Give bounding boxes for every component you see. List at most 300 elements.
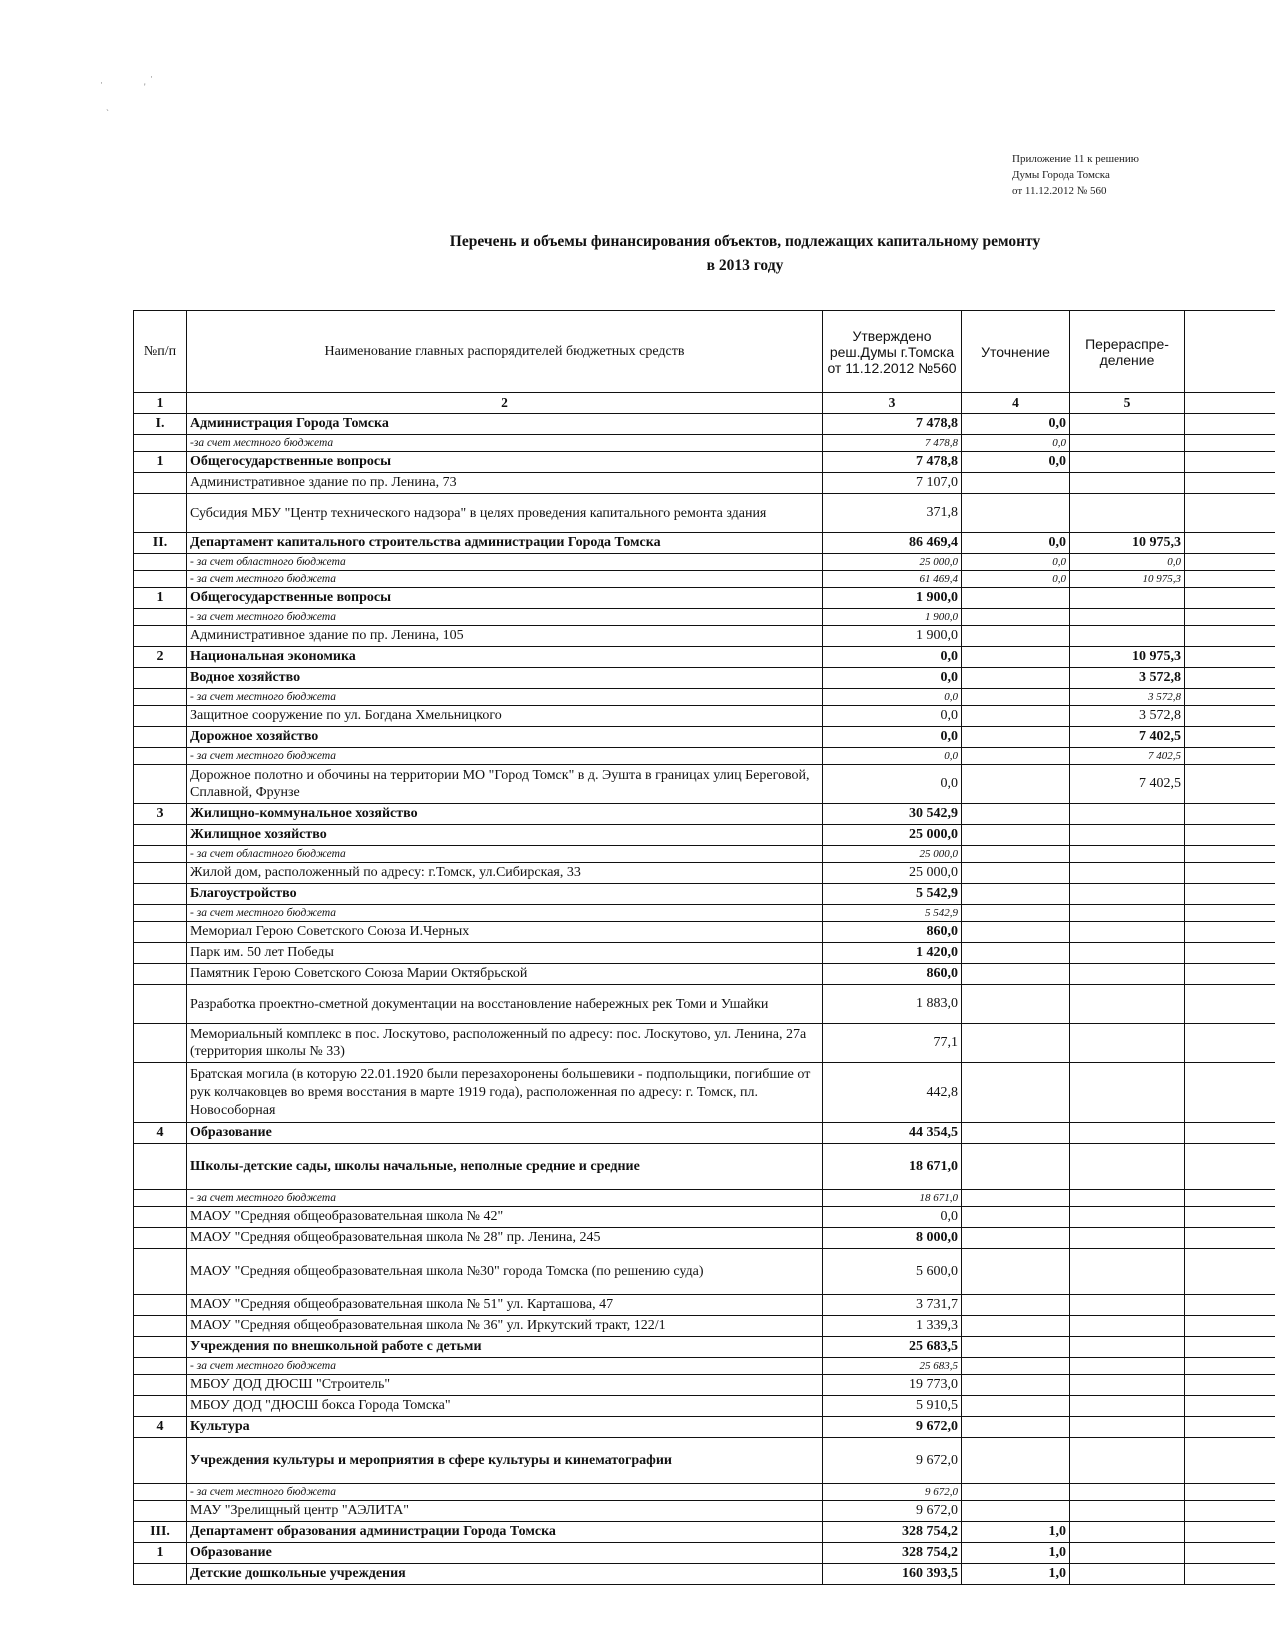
row-redistribution: 3 572,8 xyxy=(1070,689,1185,706)
title-line-2: в 2013 году xyxy=(706,257,784,274)
row-redistribution xyxy=(1070,1438,1185,1484)
row-cut-off-cell xyxy=(1185,804,1275,825)
row-name: Департамент образования администрации Города Томска xyxy=(187,1522,823,1543)
row-name: Административное здание по пр. Ленина, 105 xyxy=(187,626,823,647)
row-approved: 18 671,0 xyxy=(823,1144,962,1190)
row-redistribution xyxy=(1070,1484,1185,1501)
row-number xyxy=(134,943,187,964)
row-clarification xyxy=(962,1316,1070,1337)
row-number xyxy=(134,473,187,494)
row-cut-off-cell xyxy=(1185,609,1275,626)
row-number xyxy=(134,1564,187,1585)
row-cut-off-cell xyxy=(1185,554,1275,571)
row-approved: 0,0 xyxy=(823,748,962,765)
row-name: МБОУ ДОД "ДЮСШ бокса Города Томска" xyxy=(187,1396,823,1417)
row-name: МАОУ "Средняя общеобразовательная школа №30" города Томска (по решению суда) xyxy=(187,1249,823,1295)
row-redistribution xyxy=(1070,1024,1185,1063)
row-name: Жилищное хозяйство xyxy=(187,825,823,846)
row-approved: 5 600,0 xyxy=(823,1249,962,1295)
row-cut-off-cell xyxy=(1185,1543,1275,1564)
row-clarification: 0,0 xyxy=(962,435,1070,452)
table-row xyxy=(134,1123,1275,1144)
row-redistribution xyxy=(1070,609,1185,626)
row-number xyxy=(134,1295,187,1316)
row-clarification: 0,0 xyxy=(962,452,1070,473)
table-row xyxy=(134,1358,1275,1375)
row-number xyxy=(134,571,187,588)
row-redistribution xyxy=(1070,435,1185,452)
row-cut-off-cell xyxy=(1185,1375,1275,1396)
colnum-2: 2 xyxy=(187,393,823,414)
row-clarification xyxy=(962,727,1070,748)
table-row xyxy=(134,1484,1275,1501)
table-body xyxy=(134,414,1275,1585)
row-number: 1 xyxy=(134,1543,187,1564)
row-clarification xyxy=(962,1438,1070,1484)
row-approved: 77,1 xyxy=(823,1024,962,1063)
row-clarification: 1,0 xyxy=(962,1522,1070,1543)
colnum-3: 3 xyxy=(823,393,962,414)
row-approved: 19 773,0 xyxy=(823,1375,962,1396)
row-name: Культура xyxy=(187,1417,823,1438)
row-number: 2 xyxy=(134,647,187,668)
appendix-note xyxy=(1012,151,1222,199)
row-name: Дорожное хозяйство xyxy=(187,727,823,748)
row-cut-off-cell xyxy=(1185,1190,1275,1207)
row-cut-off-cell xyxy=(1185,922,1275,943)
row-number: 4 xyxy=(134,1123,187,1144)
table-row xyxy=(134,765,1275,804)
row-number xyxy=(134,765,187,804)
row-name: Мемориальный комплекс в пос. Лоскутово, расположенный по адресу: пос. Лоскутово, ул. Ленина, 27а (территория школы № 33) xyxy=(187,1024,823,1063)
row-approved: 328 754,2 xyxy=(823,1522,962,1543)
table-row xyxy=(134,727,1275,748)
row-number xyxy=(134,1190,187,1207)
row-name: - за счет местного бюджета xyxy=(187,1190,823,1207)
row-clarification xyxy=(962,765,1070,804)
row-name: - за счет местного бюджета xyxy=(187,571,823,588)
row-number xyxy=(134,494,187,533)
row-clarification xyxy=(962,1417,1070,1438)
row-number xyxy=(134,922,187,943)
row-number xyxy=(134,985,187,1024)
row-clarification xyxy=(962,943,1070,964)
row-redistribution xyxy=(1070,1417,1185,1438)
row-cut-off-cell xyxy=(1185,765,1275,804)
row-clarification xyxy=(962,1396,1070,1417)
table-row xyxy=(134,647,1275,668)
row-redistribution: 0,0 xyxy=(1070,554,1185,571)
table-row xyxy=(134,554,1275,571)
row-approved: 9 672,0 xyxy=(823,1417,962,1438)
row-redistribution xyxy=(1070,1396,1185,1417)
row-number: II. xyxy=(134,533,187,554)
row-cut-off-cell xyxy=(1185,626,1275,647)
row-name: Общегосударственные вопросы xyxy=(187,588,823,609)
header-name: Наименование главных распорядителей бюджетных средств xyxy=(187,311,823,393)
row-name: Субсидия МБУ "Центр технического надзора" в целях проведения капитального ремонта здания xyxy=(187,494,823,533)
row-number xyxy=(134,1144,187,1190)
table-row xyxy=(134,846,1275,863)
table-row xyxy=(134,1024,1275,1063)
row-redistribution xyxy=(1070,1228,1185,1249)
row-redistribution xyxy=(1070,964,1185,985)
header-redistribution: Перераспре-деление xyxy=(1070,311,1185,393)
row-redistribution: 3 572,8 xyxy=(1070,706,1185,727)
row-redistribution xyxy=(1070,804,1185,825)
row-approved: 3 731,7 xyxy=(823,1295,962,1316)
row-name: - за счет областного бюджета xyxy=(187,846,823,863)
row-approved: 5 910,5 xyxy=(823,1396,962,1417)
row-redistribution xyxy=(1070,943,1185,964)
row-number xyxy=(134,1358,187,1375)
row-cut-off-cell xyxy=(1185,588,1275,609)
row-redistribution: 3 572,8 xyxy=(1070,668,1185,689)
table-row xyxy=(134,804,1275,825)
row-redistribution xyxy=(1070,1358,1185,1375)
table-row xyxy=(134,1295,1275,1316)
row-approved: 25 000,0 xyxy=(823,846,962,863)
row-name: Образование xyxy=(187,1123,823,1144)
row-approved: 5 542,9 xyxy=(823,905,962,922)
row-approved: 44 354,5 xyxy=(823,1123,962,1144)
row-name: Памятник Герою Советского Союза Марии Октябрьской xyxy=(187,964,823,985)
appendix-line-3: от 11.12.2012 № 560 xyxy=(1012,185,1107,197)
row-redistribution xyxy=(1070,473,1185,494)
row-cut-off-cell xyxy=(1185,1249,1275,1295)
row-name: Благоустройство xyxy=(187,884,823,905)
table-row xyxy=(134,494,1275,533)
row-name: Школы-детские сады, школы начальные, неполные средние и средние xyxy=(187,1144,823,1190)
row-approved: 860,0 xyxy=(823,922,962,943)
row-number xyxy=(134,905,187,922)
row-cut-off-cell xyxy=(1185,1396,1275,1417)
row-approved: 25 683,5 xyxy=(823,1337,962,1358)
row-redistribution: 7 402,5 xyxy=(1070,727,1185,748)
row-clarification xyxy=(962,1024,1070,1063)
row-clarification xyxy=(962,1358,1070,1375)
row-approved: 5 542,9 xyxy=(823,884,962,905)
table-row xyxy=(134,985,1275,1024)
table-row xyxy=(134,1438,1275,1484)
row-cut-off-cell xyxy=(1185,435,1275,452)
row-number xyxy=(134,1207,187,1228)
row-clarification xyxy=(962,804,1070,825)
table-row xyxy=(134,1543,1275,1564)
row-redistribution xyxy=(1070,452,1185,473)
row-name: Разработка проектно-сметной документации на восстановление набережных рек Томи и Ушайки xyxy=(187,985,823,1024)
colnum-4: 4 xyxy=(962,393,1070,414)
row-approved: 7 478,8 xyxy=(823,452,962,473)
row-clarification xyxy=(962,1501,1070,1522)
row-clarification xyxy=(962,706,1070,727)
row-approved: 9 672,0 xyxy=(823,1438,962,1484)
row-approved: 9 672,0 xyxy=(823,1484,962,1501)
row-redistribution xyxy=(1070,1337,1185,1358)
row-number: III. xyxy=(134,1522,187,1543)
row-approved: 86 469,4 xyxy=(823,533,962,554)
table-row xyxy=(134,1337,1275,1358)
row-number xyxy=(134,1501,187,1522)
row-cut-off-cell xyxy=(1185,846,1275,863)
row-approved: 25 000,0 xyxy=(823,863,962,884)
table-row xyxy=(134,609,1275,626)
row-approved: 0,0 xyxy=(823,706,962,727)
row-clarification xyxy=(962,1295,1070,1316)
row-clarification xyxy=(962,985,1070,1024)
row-clarification xyxy=(962,846,1070,863)
row-approved: 0,0 xyxy=(823,668,962,689)
row-name: - за счет местного бюджета xyxy=(187,609,823,626)
table-row xyxy=(134,626,1275,647)
row-redistribution xyxy=(1070,1144,1185,1190)
row-approved: 7 478,8 xyxy=(823,435,962,452)
row-name: Дорожное полотно и обочины на территории МО "Город Томск" в д. Эушта в границах улиц Береговой, Сплавной, Фрунзе xyxy=(187,765,823,804)
table-row xyxy=(134,748,1275,765)
row-name: Учреждения культуры и мероприятия в сфере культуры и кинематографии xyxy=(187,1438,823,1484)
row-name: Образование xyxy=(187,1543,823,1564)
row-redistribution xyxy=(1070,846,1185,863)
row-redistribution xyxy=(1070,1522,1185,1543)
row-number xyxy=(134,1337,187,1358)
row-number xyxy=(134,689,187,706)
row-number xyxy=(134,1396,187,1417)
table-row xyxy=(134,1522,1275,1543)
row-approved: 1 900,0 xyxy=(823,588,962,609)
row-cut-off-cell xyxy=(1185,1501,1275,1522)
table-row xyxy=(134,414,1275,435)
row-redistribution xyxy=(1070,1543,1185,1564)
row-cut-off-cell xyxy=(1185,1522,1275,1543)
table-row xyxy=(134,668,1275,689)
row-clarification xyxy=(962,668,1070,689)
row-redistribution: 10 975,3 xyxy=(1070,533,1185,554)
row-name: МБОУ ДОД ДЮСШ "Строитель" xyxy=(187,1375,823,1396)
row-cut-off-cell xyxy=(1185,825,1275,846)
row-cut-off-cell xyxy=(1185,1024,1275,1063)
row-approved: 1 420,0 xyxy=(823,943,962,964)
row-name: Учреждения по внешкольной работе с детьми xyxy=(187,1337,823,1358)
row-cut-off-cell xyxy=(1185,727,1275,748)
row-clarification xyxy=(962,626,1070,647)
appendix-line-2: Думы Города Томска xyxy=(1012,169,1110,181)
table-row xyxy=(134,1396,1275,1417)
row-redistribution xyxy=(1070,1501,1185,1522)
row-redistribution xyxy=(1070,1375,1185,1396)
row-cut-off-cell xyxy=(1185,1337,1275,1358)
row-number xyxy=(134,706,187,727)
row-number xyxy=(134,1316,187,1337)
row-name: Административное здание по пр. Ленина, 73 xyxy=(187,473,823,494)
colnum-cut-off xyxy=(1185,393,1275,414)
table-row xyxy=(134,1190,1275,1207)
row-clarification xyxy=(962,1249,1070,1295)
row-clarification: 0,0 xyxy=(962,571,1070,588)
row-approved: 25 000,0 xyxy=(823,825,962,846)
row-name: Жилой дом, расположенный по адресу: г.Томск, ул.Сибирская, 33 xyxy=(187,863,823,884)
row-name: МАОУ "Средняя общеобразовательная школа № 51" ул. Карташова, 47 xyxy=(187,1295,823,1316)
row-clarification xyxy=(962,884,1070,905)
row-cut-off-cell xyxy=(1185,1123,1275,1144)
row-approved: 0,0 xyxy=(823,765,962,804)
table-row xyxy=(134,964,1275,985)
row-clarification xyxy=(962,1375,1070,1396)
row-name: Водное хозяйство xyxy=(187,668,823,689)
row-cut-off-cell xyxy=(1185,571,1275,588)
row-approved: 30 542,9 xyxy=(823,804,962,825)
row-cut-off-cell xyxy=(1185,1316,1275,1337)
row-name: МАОУ "Средняя общеобразовательная школа № 42" xyxy=(187,1207,823,1228)
row-redistribution: 10 975,3 xyxy=(1070,647,1185,668)
row-cut-off-cell xyxy=(1185,985,1275,1024)
row-cut-off-cell xyxy=(1185,863,1275,884)
row-cut-off-cell xyxy=(1185,1144,1275,1190)
row-number xyxy=(134,668,187,689)
row-number xyxy=(134,1063,187,1123)
table-row xyxy=(134,922,1275,943)
row-clarification xyxy=(962,1337,1070,1358)
row-name: Защитное сооружение по ул. Богдана Хмельницкого xyxy=(187,706,823,727)
row-cut-off-cell xyxy=(1185,689,1275,706)
row-name: - за счет областного бюджета xyxy=(187,554,823,571)
table-row xyxy=(134,884,1275,905)
row-name: Мемориал Герою Советского Союза И.Черных xyxy=(187,922,823,943)
row-redistribution xyxy=(1070,922,1185,943)
row-name: Администрация Города Томска xyxy=(187,414,823,435)
row-approved: 8 000,0 xyxy=(823,1228,962,1249)
row-number xyxy=(134,626,187,647)
row-redistribution xyxy=(1070,588,1185,609)
row-redistribution: 7 402,5 xyxy=(1070,765,1185,804)
row-clarification xyxy=(962,825,1070,846)
row-number xyxy=(134,1249,187,1295)
row-cut-off-cell xyxy=(1185,943,1275,964)
table-row xyxy=(134,435,1275,452)
row-approved: 0,0 xyxy=(823,727,962,748)
row-number xyxy=(134,609,187,626)
row-clarification: 1,0 xyxy=(962,1543,1070,1564)
table-row xyxy=(134,533,1275,554)
table-row xyxy=(134,689,1275,706)
title-line-1: Перечень и объемы финансирования объектов, подлежащих капитальному ремонту xyxy=(449,233,1041,250)
row-number xyxy=(134,727,187,748)
row-clarification: 0,0 xyxy=(962,554,1070,571)
row-cut-off-cell xyxy=(1185,748,1275,765)
table-row xyxy=(134,1144,1275,1190)
row-number xyxy=(134,964,187,985)
row-redistribution xyxy=(1070,494,1185,533)
row-name: МАУ "Зрелищный центр "АЭЛИТА" xyxy=(187,1501,823,1522)
row-cut-off-cell xyxy=(1185,1063,1275,1123)
row-clarification xyxy=(962,1207,1070,1228)
row-number: 1 xyxy=(134,588,187,609)
row-name: -за счет местного бюджета xyxy=(187,435,823,452)
row-approved: 7 107,0 xyxy=(823,473,962,494)
row-approved: 1 900,0 xyxy=(823,626,962,647)
table-row xyxy=(134,863,1275,884)
appendix-line-1: Приложение 11 к решению xyxy=(1012,153,1139,165)
table-row xyxy=(134,1417,1275,1438)
row-number xyxy=(134,1438,187,1484)
row-clarification xyxy=(962,473,1070,494)
row-approved: 9 672,0 xyxy=(823,1501,962,1522)
row-redistribution xyxy=(1070,1564,1185,1585)
row-name: МАОУ "Средняя общеобразовательная школа № 28" пр. Ленина, 245 xyxy=(187,1228,823,1249)
row-approved: 1 883,0 xyxy=(823,985,962,1024)
row-cut-off-cell xyxy=(1185,452,1275,473)
row-clarification: 0,0 xyxy=(962,533,1070,554)
row-number xyxy=(134,846,187,863)
header-approved: Утверждено реш.Думы г.Томска от 11.12.2012 №560 xyxy=(823,311,962,393)
row-clarification xyxy=(962,647,1070,668)
row-name: - за счет местного бюджета xyxy=(187,905,823,922)
row-approved: 442,8 xyxy=(823,1063,962,1123)
row-clarification xyxy=(962,748,1070,765)
row-clarification xyxy=(962,609,1070,626)
row-number: 4 xyxy=(134,1417,187,1438)
colnum-5: 5 xyxy=(1070,393,1185,414)
table-row xyxy=(134,943,1275,964)
row-cut-off-cell xyxy=(1185,1295,1275,1316)
row-name: Братская могила (в которую 22.01.1920 были перезахоронены большевики - подпольщики, погибшие от рук колчаковцев во время восстания в марте 1919 года), расположенная по адресу: г. Томск, пл. Новособорная xyxy=(187,1063,823,1123)
row-number xyxy=(134,748,187,765)
row-name: Парк им. 50 лет Победы xyxy=(187,943,823,964)
row-number xyxy=(134,1228,187,1249)
row-cut-off-cell xyxy=(1185,706,1275,727)
row-clarification xyxy=(962,1228,1070,1249)
table-row xyxy=(134,825,1275,846)
row-cut-off-cell xyxy=(1185,668,1275,689)
row-clarification xyxy=(962,588,1070,609)
row-approved: 0,0 xyxy=(823,689,962,706)
table-row xyxy=(134,1375,1275,1396)
row-cut-off-cell xyxy=(1185,533,1275,554)
row-redistribution xyxy=(1070,825,1185,846)
table-row xyxy=(134,1564,1275,1585)
table-row xyxy=(134,1501,1275,1522)
row-cut-off-cell xyxy=(1185,1228,1275,1249)
row-redistribution: 10 975,3 xyxy=(1070,571,1185,588)
row-approved: 0,0 xyxy=(823,647,962,668)
row-redistribution xyxy=(1070,1249,1185,1295)
header-clarification: Уточнение xyxy=(962,311,1070,393)
row-clarification xyxy=(962,863,1070,884)
table-row xyxy=(134,1228,1275,1249)
row-approved: 160 393,5 xyxy=(823,1564,962,1585)
row-cut-off-cell xyxy=(1185,1358,1275,1375)
row-clarification xyxy=(962,689,1070,706)
row-approved: 371,8 xyxy=(823,494,962,533)
row-redistribution xyxy=(1070,1123,1185,1144)
row-approved: 25 683,5 xyxy=(823,1358,962,1375)
row-approved: 25 000,0 xyxy=(823,554,962,571)
row-clarification xyxy=(962,1063,1070,1123)
row-redistribution xyxy=(1070,985,1185,1024)
column-numbers-row xyxy=(134,393,1275,414)
row-clarification xyxy=(962,494,1070,533)
row-cut-off-cell xyxy=(1185,1564,1275,1585)
table-row xyxy=(134,1063,1275,1123)
row-number xyxy=(134,554,187,571)
table-row xyxy=(134,1316,1275,1337)
row-cut-off-cell xyxy=(1185,494,1275,533)
row-redistribution xyxy=(1070,1295,1185,1316)
row-number xyxy=(134,863,187,884)
row-approved: 0,0 xyxy=(823,1207,962,1228)
row-redistribution xyxy=(1070,884,1185,905)
row-name: Детские дошкольные учреждения xyxy=(187,1564,823,1585)
table-row xyxy=(134,1249,1275,1295)
